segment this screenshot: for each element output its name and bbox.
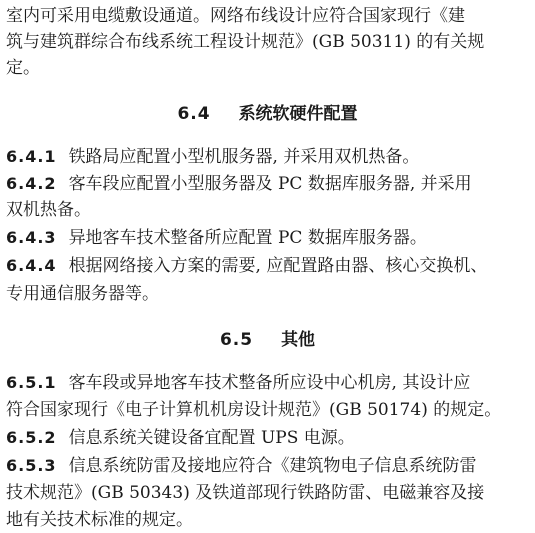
clause-text: 异地客车技术整备所应配置 PC 数据库服务器。	[68, 228, 427, 248]
section-title: 其他	[281, 330, 316, 350]
clause-6-5-3-continued-2: 地有关技术标准的规定。	[6, 510, 193, 530]
clause-6-5-1	[6, 372, 470, 394]
clause-number: 6.4.2	[6, 174, 57, 193]
section-number: 6.5	[219, 330, 254, 350]
clause-text: 客车段应配置小型服务器及 PC 数据库服务器, 并采用	[68, 174, 472, 194]
clause-number: 6.5.1	[6, 373, 57, 392]
clause-text: 信息系统防雷及接地应符合《建筑物电子信息系统防雷	[68, 456, 477, 476]
clause-6-5-3	[6, 455, 477, 477]
clause-6-4-4	[6, 255, 487, 277]
clause-number: 6.5.3	[6, 456, 57, 475]
section-title: 系统软硬件配置	[238, 104, 358, 124]
section-heading-6-4	[0, 103, 535, 125]
clause-6-4-4-continued: 专用通信服务器等。	[6, 284, 159, 304]
clause-6-4-2	[6, 173, 472, 195]
clause-text: 根据网络接入方案的需要, 应配置路由器、核心交换机、	[68, 256, 488, 276]
clause-text: 铁路局应配置小型机服务器, 并采用双机热备。	[68, 147, 420, 167]
clause-6-4-3	[6, 227, 427, 249]
clause-text: 信息系统关键设备宜配置 UPS 电源。	[68, 428, 355, 448]
clause-text: 客车段或异地客车技术整备所应设中心机房, 其设计应	[68, 373, 471, 393]
clause-6-5-1-continued: 符合国家现行《电子计算机机房设计规范》(GB 50174) 的规定。	[6, 400, 502, 420]
intro-line-3: 定。	[6, 58, 40, 78]
intro-line-2: 筑与建筑群综合布线系统工程设计规范》(GB 50311) 的有关规	[6, 32, 485, 52]
clause-6-5-3-continued-1: 技术规范》(GB 50343) 及铁道部现行铁路防雷、电磁兼容及接	[6, 483, 485, 503]
clause-number: 6.4.1	[6, 147, 57, 166]
clause-6-5-2	[6, 427, 355, 449]
clause-6-4-2-continued: 双机热备。	[6, 200, 91, 220]
section-number: 6.4	[177, 104, 211, 124]
clause-number: 6.4.3	[6, 228, 57, 247]
clause-number: 6.5.2	[6, 428, 57, 447]
section-heading-6-5	[0, 329, 535, 351]
intro-line-1: 室内可采用电缆敷设通道。网络布线设计应符合国家现行《建	[6, 6, 465, 26]
clause-6-4-1	[6, 146, 419, 168]
clause-number: 6.4.4	[6, 256, 57, 275]
